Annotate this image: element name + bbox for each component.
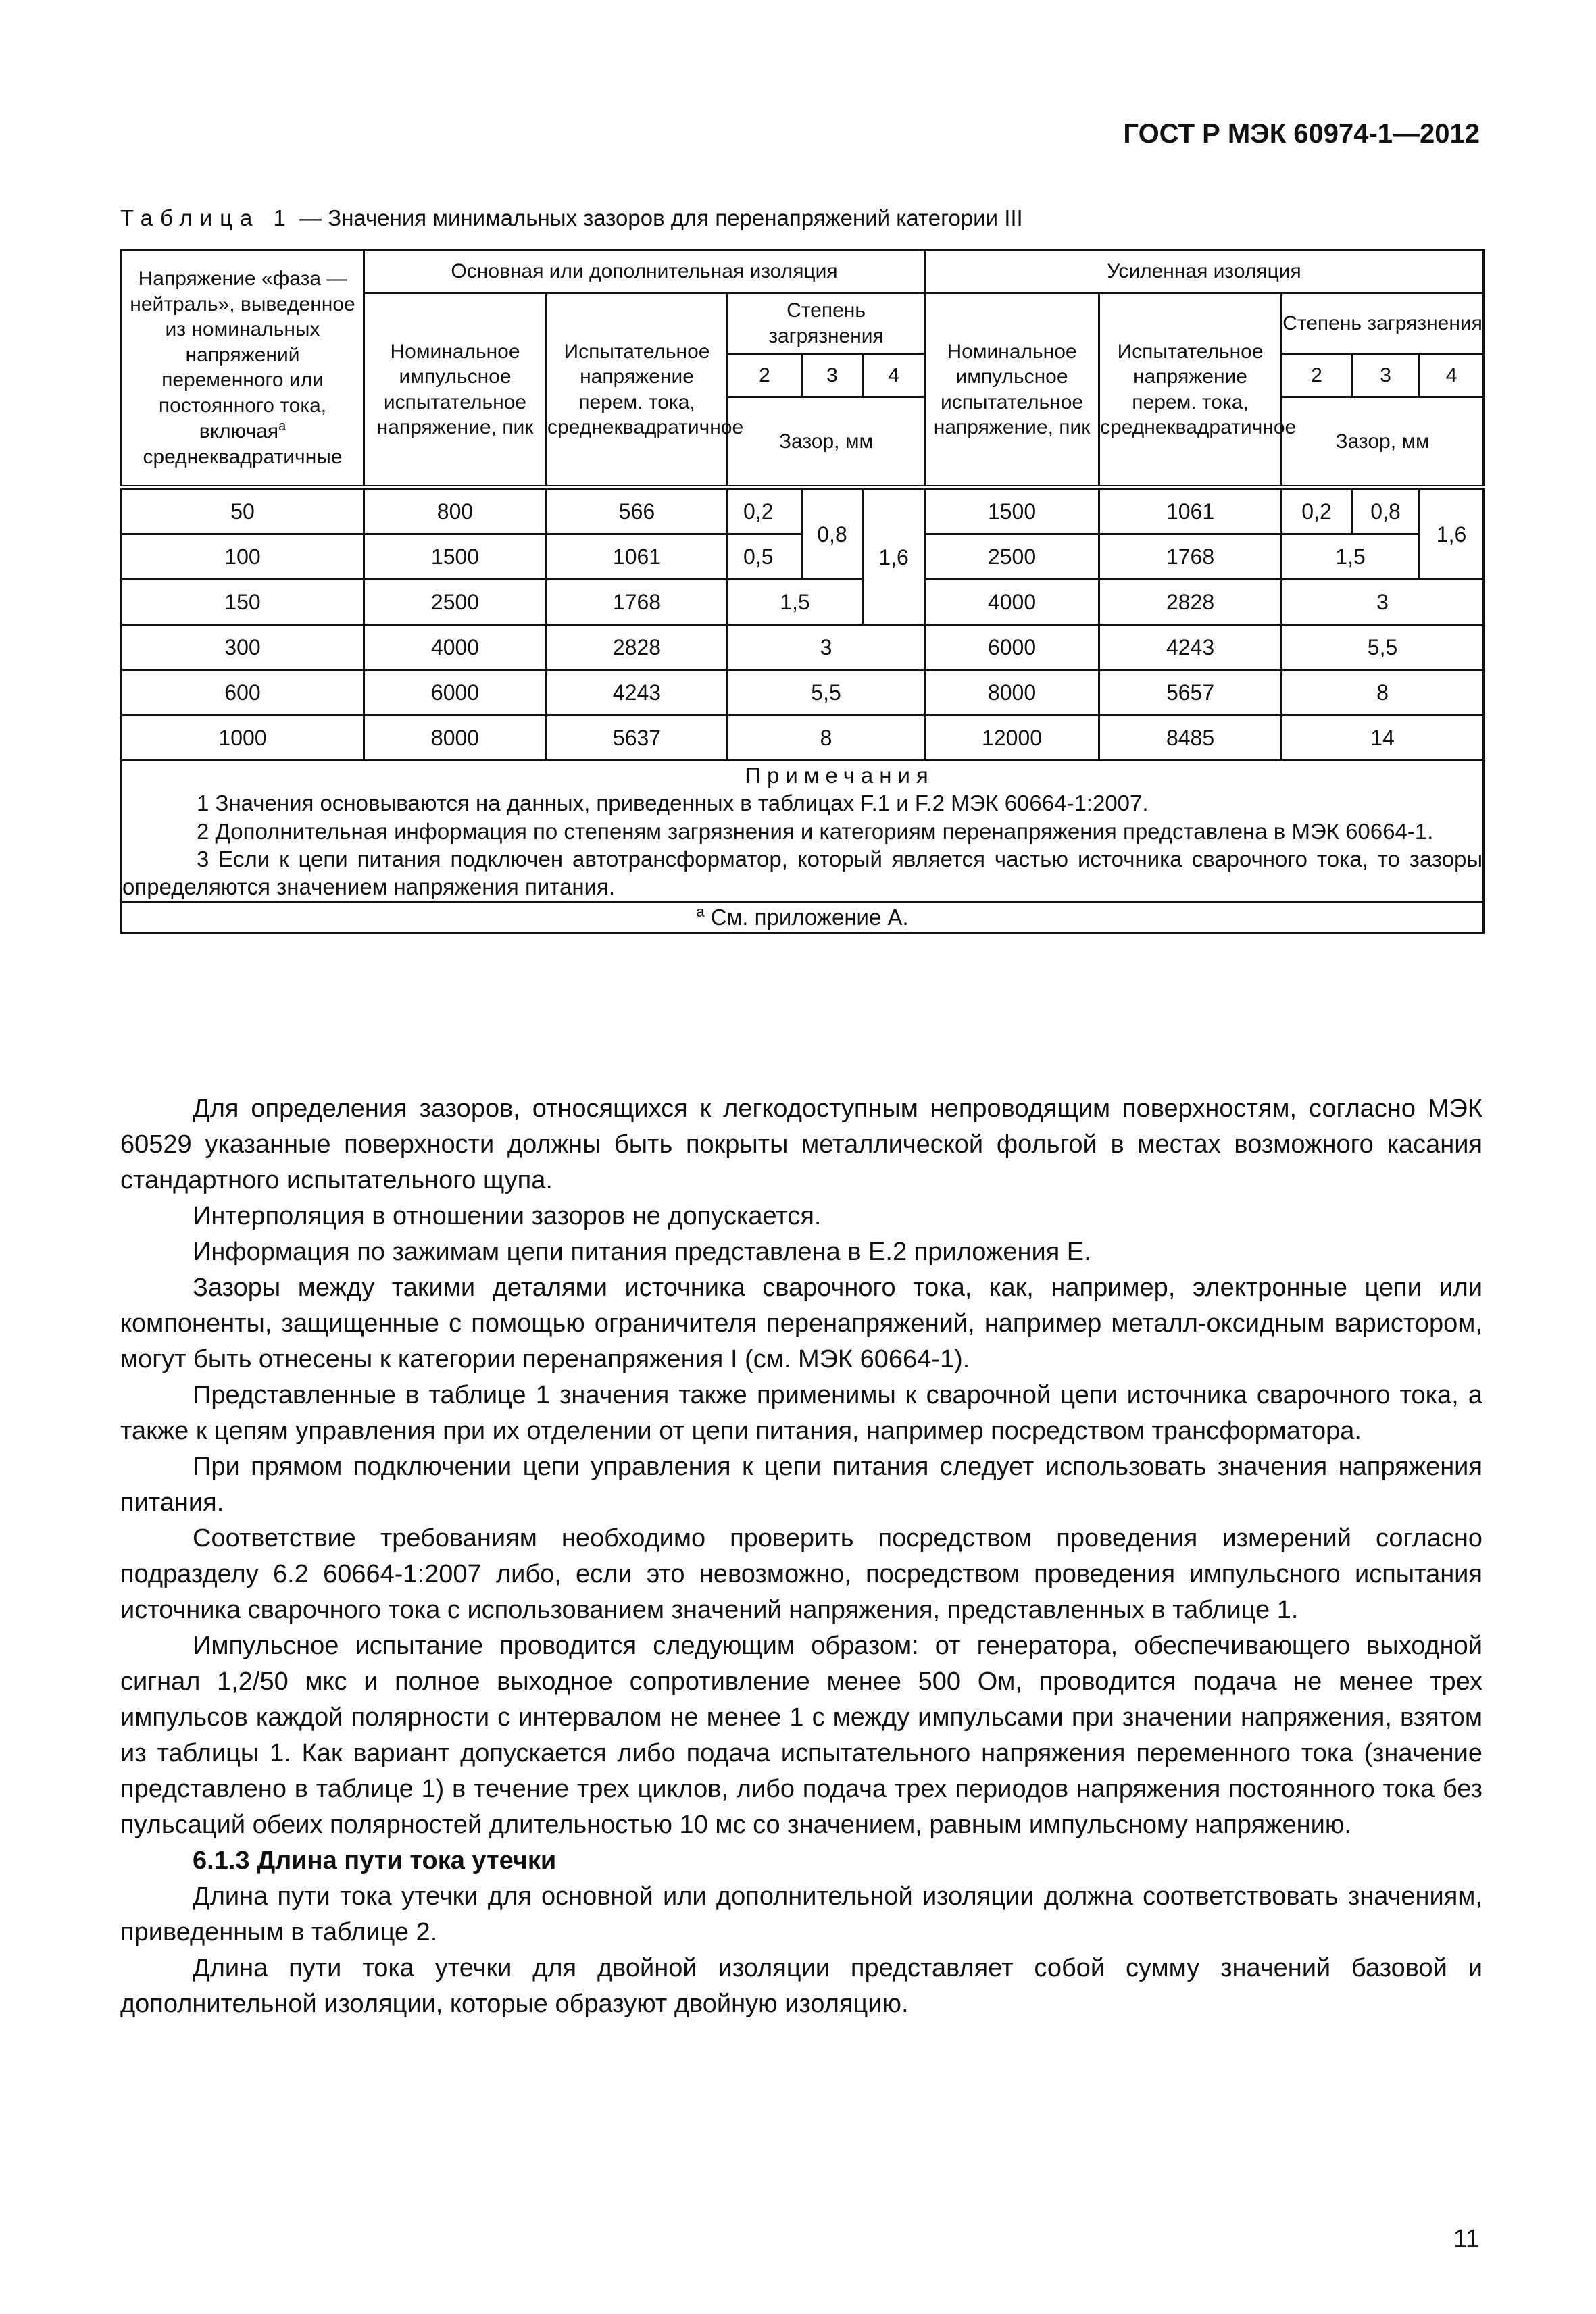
cell-voltage: 100 bbox=[122, 534, 364, 580]
paragraph: Для определения зазоров, относящихся к легкодоступным непроводящим поверхностям, согласно МЭК 60529 указанные поверхности должны быть покрыты металлической фольгой в местах возможного касания стандартного испытательного щупа. bbox=[120, 1095, 1482, 1194]
table-caption bbox=[120, 205, 1023, 231]
clearance-table bbox=[120, 249, 1485, 934]
header-test-voltage: Испытательное напряжение перем. тока, среднеквадратичное bbox=[1099, 293, 1282, 488]
cell-test: 1768 bbox=[1099, 534, 1282, 580]
paragraph: При прямом подключении цепи управления к цепи питания следует использовать значения напряжения питания. bbox=[120, 1453, 1482, 1517]
header-pd-4: 4 bbox=[1420, 354, 1484, 397]
header-test-voltage: Испытательное напряжение перем. тока, среднеквадратичное bbox=[547, 293, 728, 488]
cell-nominal: 12000 bbox=[925, 715, 1099, 761]
table-notes bbox=[122, 761, 1484, 902]
cell-gap: 1,5 bbox=[1282, 534, 1420, 580]
cell-voltage: 150 bbox=[122, 580, 364, 625]
header-pd-4: 4 bbox=[863, 354, 925, 397]
header-pollution-degree: Степень загрязнения bbox=[728, 293, 925, 354]
cell-nominal: 800 bbox=[364, 488, 547, 534]
cell-test: 1061 bbox=[547, 534, 728, 580]
cell-gap: 1,5 bbox=[728, 580, 863, 625]
cell-gap: 0,2 bbox=[728, 488, 802, 534]
cell-gap: 0,8 bbox=[802, 488, 863, 580]
cell-nominal: 6000 bbox=[925, 625, 1099, 670]
cell-gap: 8 bbox=[1282, 670, 1484, 715]
header-gap-mm: Зазор, мм bbox=[1282, 397, 1484, 488]
paragraph: Интерполяция в отношении зазоров не допускается. bbox=[193, 1202, 822, 1230]
cell-nominal: 8000 bbox=[925, 670, 1099, 715]
cell-nominal: 8000 bbox=[364, 715, 547, 761]
header-pd-2: 2 bbox=[1282, 354, 1352, 397]
cell-gap: 8 bbox=[728, 715, 925, 761]
body-text bbox=[120, 1091, 1482, 2022]
cell-nominal: 2500 bbox=[925, 534, 1099, 580]
header-reinforced-insulation: Усиленная изоляция bbox=[925, 250, 1484, 293]
header-basic-insulation: Основная или дополнительная изоляция bbox=[364, 250, 925, 293]
note-item: 1 Значения основываются на данных, приведенных в таблицах F.1 и F.2 МЭК 60664-1:2007. bbox=[197, 790, 1149, 816]
header-gap-mm: Зазор, мм bbox=[728, 397, 925, 488]
cell-gap: 1,6 bbox=[863, 488, 925, 625]
paragraph: Импульсное испытание проводится следующим образом: от генератора, обеспечивающего выходной сигнал 1,2/50 мкс и полное выходное сопротивление менее 500 Ом, проводится подача не менее трех импульсов каждой полярности с интервалом не менее 1 с между импульсами при значении напряжения, взятом из таблицы 1. Как вариант допускается либо подача испытательного напряжения переменного тока (значение представлено в таблице 1) в течение трех циклов, либо подача трех периодов напряжения постоянного тока без пульсаций обеих полярностей длительностью 10 мс со значением, равным импульсному напряжению. bbox=[120, 1632, 1482, 1839]
paragraph: Длина пути тока утечки для основной или дополнительной изоляции должна соответствовать значениям, приведенным в таблице 2. bbox=[120, 1882, 1482, 1946]
cell-test: 566 bbox=[547, 488, 728, 534]
notes-title: Примечания bbox=[745, 763, 934, 788]
cell-nominal: 1500 bbox=[925, 488, 1099, 534]
cell-voltage: 600 bbox=[122, 670, 364, 715]
cell-voltage: 50 bbox=[122, 488, 364, 534]
cell-test: 5657 bbox=[1099, 670, 1282, 715]
section-heading: 6.1.3 Длина пути тока утечки bbox=[193, 1846, 557, 1875]
header-nominal-impulse: Номинальное импульсное испытательное напряжение, пик bbox=[364, 293, 547, 488]
cell-test: 4243 bbox=[547, 670, 728, 715]
table-footnote: $^а$ См. приложение А. bbox=[122, 902, 1484, 932]
cell-gap: 0,2 bbox=[1282, 488, 1352, 534]
header-pd-3: 3 bbox=[1352, 354, 1420, 397]
table-caption-label: Таблица 1 bbox=[120, 205, 293, 230]
cell-nominal: 6000 bbox=[364, 670, 547, 715]
cell-test: 5637 bbox=[547, 715, 728, 761]
document-id: ГОСТ Р МЭК 60974-1—2012 bbox=[1123, 119, 1480, 149]
note-item: 3 Если к цепи питания подключен автотрансформатор, который является частью источника сварочного тока, то зазоры определяются значением напряжения питания. bbox=[122, 846, 1483, 899]
cell-nominal: 4000 bbox=[364, 625, 547, 670]
cell-nominal: 1500 bbox=[364, 534, 547, 580]
paragraph: Зазоры между такими деталями источника сварочного тока, как, например, электронные цепи или компоненты, защищенные с помощью ограничителя перенапряжений, например металл-оксидным варистором, могут быть отнесены к категории перенапряжения I (см. МЭК 60664-1). bbox=[120, 1274, 1482, 1374]
cell-gap: 0,5 bbox=[728, 534, 802, 580]
cell-test: 2828 bbox=[1099, 580, 1282, 625]
cell-gap: 5,5 bbox=[728, 670, 925, 715]
header-voltage: Напряжение «фаза — нейтраль», выведенное из номинальных напряжений переменного или постоянного тока, включая$^а$ среднеквадратичные bbox=[122, 250, 364, 488]
cell-voltage: 300 bbox=[122, 625, 364, 670]
header-pd-2: 2 bbox=[728, 354, 802, 397]
page-number: 11 bbox=[1453, 2225, 1480, 2253]
cell-test: 8485 bbox=[1099, 715, 1282, 761]
cell-gap: 1,6 bbox=[1420, 488, 1484, 580]
cell-voltage: 1000 bbox=[122, 715, 364, 761]
header-pollution-degree: Степень загрязнения bbox=[1282, 293, 1484, 354]
cell-gap: 14 bbox=[1282, 715, 1484, 761]
header-nominal-impulse: Номинальное импульсное испытательное напряжение, пик bbox=[925, 293, 1099, 488]
cell-test: 1061 bbox=[1099, 488, 1282, 534]
header-pd-3: 3 bbox=[802, 354, 863, 397]
cell-gap: 5,5 bbox=[1282, 625, 1484, 670]
cell-gap: 0,8 bbox=[1352, 488, 1420, 534]
cell-test: 4243 bbox=[1099, 625, 1282, 670]
cell-test: 1768 bbox=[547, 580, 728, 625]
table-caption-text: — Значения минимальных зазоров для перенапряжений категории III bbox=[293, 205, 1023, 230]
cell-gap: 3 bbox=[1282, 580, 1484, 625]
paragraph: Информация по зажимам цепи питания представлена в Е.2 приложения Е. bbox=[193, 1238, 1091, 1266]
cell-nominal: 4000 bbox=[925, 580, 1099, 625]
note-item: 2 Дополнительная информация по степеням загрязнения и категориям перенапряжения представлена в МЭК 60664-1. bbox=[197, 818, 1434, 844]
cell-nominal: 2500 bbox=[364, 580, 547, 625]
cell-gap: 3 bbox=[728, 625, 925, 670]
paragraph: Представленные в таблице 1 значения также применимы к сварочной цепи источника сварочного тока, а также к цепям управления при их отделении от цепи питания, например посредством трансформатора. bbox=[120, 1381, 1482, 1445]
paragraph: Соответствие требованиям необходимо проверить посредством проведения измерений согласно подразделу 6.2 60664-1:2007 либо, если это невозможно, посредством проведения импульсного испытания источника сварочного тока с использованием значений напряжения, представленных в таблице 1. bbox=[120, 1524, 1482, 1624]
cell-test: 2828 bbox=[547, 625, 728, 670]
paragraph: Длина пути тока утечки для двойной изоляции представляет собой сумму значений базовой и дополнительной изоляции, которые образуют двойную изоляцию. bbox=[120, 1954, 1482, 2018]
